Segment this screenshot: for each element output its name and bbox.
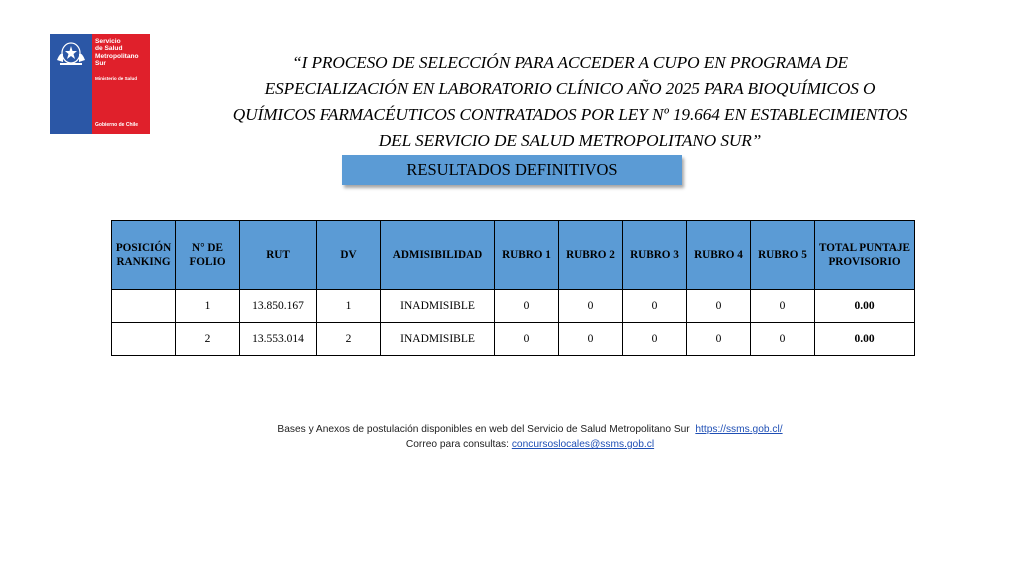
cell-rubro-1: 0 — [495, 323, 559, 356]
table-row — [112, 323, 915, 356]
footer — [200, 422, 860, 452]
page-title — [190, 50, 950, 154]
footer-bases-text: Bases y Anexos de postulación disponibles en web del Servicio de Salud Metropolitano Sur — [277, 424, 690, 435]
contact-email-link[interactable]: concursoslocales@ssms.gob.cl — [511, 439, 655, 450]
title-line: QUÍMICOS FARMACÉUTICOS CONTRATADOS POR LEY Nº 19.664 EN ESTABLECIMIENTOS — [232, 105, 908, 124]
logo-red-panel — [92, 34, 150, 134]
cell-folio: 1 — [176, 290, 240, 323]
cell-folio: 2 — [176, 323, 240, 356]
cell-ranking — [112, 290, 176, 323]
cell-admisibilidad: INADMISIBLE — [381, 290, 495, 323]
bases-link[interactable]: https://ssms.gob.cl/ — [695, 424, 783, 435]
logo-organization-name: Servicio de Salud Metropolitano Sur — [95, 38, 139, 68]
header-total-puntaje: TOTAL PUNTAJE PROVISORIO — [815, 221, 915, 290]
cell-rubro-2: 0 — [559, 323, 623, 356]
logo-blue-panel — [50, 34, 92, 134]
cell-rubro-2: 0 — [559, 290, 623, 323]
cell-rubro-4: 0 — [687, 323, 751, 356]
title-line: ESPECIALIZACIÓN EN LABORATORIO CLÍNICO AÑO 2025 PARA BIOQUÍMICOS O — [264, 79, 876, 98]
results-banner: RESULTADOS DEFINITIVOS — [342, 155, 682, 185]
header-folio: N° DE FOLIO — [176, 221, 240, 290]
header-admisibilidad: ADMISIBILIDAD — [381, 221, 495, 290]
cell-rubro-1: 0 — [495, 290, 559, 323]
logo-ministry: Ministerio de Salud — [95, 76, 138, 81]
footer-contact-line — [200, 437, 860, 452]
cell-total: 0.00 — [815, 323, 915, 356]
title-line: “I PROCESO DE SELECCIÓN PARA ACCEDER A CUPO EN PROGRAMA DE — [292, 53, 848, 72]
header-posicion-ranking: POSICIÓN RANKING — [112, 221, 176, 290]
cell-ranking — [112, 323, 176, 356]
logo-government: Gobierno de Chile — [95, 122, 139, 128]
cell-rubro-5: 0 — [751, 290, 815, 323]
header-rubro-5: RUBRO 5 — [751, 221, 815, 290]
cell-total: 0.00 — [815, 290, 915, 323]
cell-rut: 13.553.014 — [240, 323, 317, 356]
cell-admisibilidad: INADMISIBLE — [381, 323, 495, 356]
table-row — [112, 290, 915, 323]
coat-of-arms-icon — [54, 38, 88, 68]
results-table — [111, 220, 915, 356]
header-rubro-4: RUBRO 4 — [687, 221, 751, 290]
header-rubro-3: RUBRO 3 — [623, 221, 687, 290]
header-rubro-1: RUBRO 1 — [495, 221, 559, 290]
cell-dv: 2 — [317, 323, 381, 356]
table-header-row — [112, 221, 915, 290]
cell-rubro-4: 0 — [687, 290, 751, 323]
footer-contact-text: Correo para consultas: — [405, 439, 509, 450]
header-rubro-2: RUBRO 2 — [559, 221, 623, 290]
footer-bases-line — [200, 422, 860, 437]
title-line: DEL SERVICIO DE SALUD METROPOLITANO SUR” — [378, 131, 762, 150]
cell-dv: 1 — [317, 290, 381, 323]
cell-rubro-3: 0 — [623, 323, 687, 356]
cell-rubro-5: 0 — [751, 323, 815, 356]
cell-rubro-3: 0 — [623, 290, 687, 323]
header-rut: RUT — [240, 221, 317, 290]
cell-rut: 13.850.167 — [240, 290, 317, 323]
header-dv: DV — [317, 221, 381, 290]
ssms-logo — [50, 34, 150, 134]
